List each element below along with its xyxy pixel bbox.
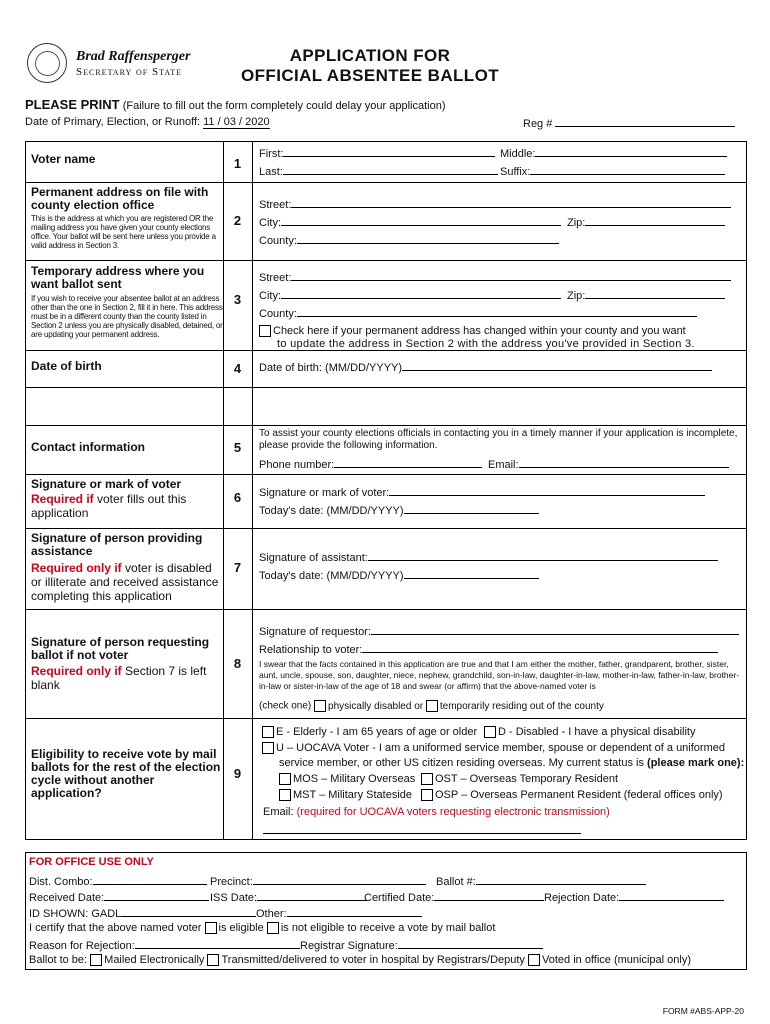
phone-field[interactable]: Phone number: — [259, 457, 482, 471]
permanent-zip-field[interactable]: Zip: — [567, 215, 725, 229]
assistant-signature-requirement: Required only if voter is disabled or illiterate and received assistance completing this application — [31, 561, 219, 603]
eligibility-label: Eligibility to receive vote by mail ballots for the rest of the election cycle without another application? — [31, 747, 221, 800]
application-form — [25, 141, 747, 840]
temporary-address-label: Temporary address where you want ballot sent — [31, 264, 205, 291]
eligible-checkbox[interactable]: is eligible — [205, 922, 264, 934]
suffix-field[interactable]: Suffix: — [500, 164, 725, 178]
registrar-signature-field[interactable]: Registrar Signature: — [300, 938, 543, 952]
voter-signature-label: Signature or mark of voter — [31, 477, 182, 491]
assistant-sign-date-field[interactable]: Today's date: (MM/DD/YYYY) — [259, 568, 539, 582]
ballot-number-field[interactable]: Ballot #: — [436, 874, 646, 888]
section-number: 7 — [233, 560, 242, 575]
last-name-field[interactable]: Last: — [259, 164, 498, 178]
temporary-street-field[interactable]: Street: — [259, 270, 731, 284]
form-title-line1: APPLICATION FOR — [289, 46, 451, 65]
section-number: 6 — [233, 490, 242, 505]
other-id-field[interactable]: Other: — [256, 906, 422, 920]
contact-instructions: To assist your county elections officials in contacting you in a timely manner if your application is incomplete, please provide the following information. — [259, 428, 738, 451]
office-use-box — [25, 852, 747, 970]
uocava-status-text: service member, or other US citizen residing overseas. My current status is (please mark one): — [279, 757, 745, 769]
section-number: 2 — [233, 213, 242, 228]
print-instruction: PLEASE PRINT (Failure to fill out the form completely could delay your application) — [25, 97, 446, 112]
received-date-field[interactable]: Received Date: — [29, 890, 209, 904]
voter-signature-field[interactable]: Signature or mark of voter: — [259, 485, 705, 499]
requestor-signature-requirement: Required only if Section 7 is left blank — [31, 664, 207, 692]
ballot-delivery-options: Ballot to be: Mailed Electronically Transmitted/delivered to voter in hospital by Registrars/Deputy Voted in office (municipal only) — [29, 954, 691, 966]
mst-checkbox[interactable]: MST – Military Stateside — [279, 789, 412, 801]
address-changed-note: to update the address in Section 2 with the address you've provided in Section 3. — [277, 338, 695, 350]
iss-date-field[interactable]: ISS Date: — [210, 890, 367, 904]
reg-number-field[interactable]: Reg # — [523, 116, 735, 130]
requestor-signature-field[interactable]: Signature of requestor: — [259, 624, 739, 638]
certified-date-field[interactable]: Certified Date: — [364, 890, 544, 904]
assistant-signature-label: Signature of person providing assistance — [31, 531, 203, 558]
relationship-field[interactable]: Relationship to voter: — [259, 642, 718, 656]
mos-checkbox[interactable]: MOS – Military Overseas — [279, 773, 415, 785]
dob-field[interactable]: Date of birth: (MM/DD/YYYY) — [259, 360, 712, 374]
state-seal — [27, 43, 67, 83]
physically-disabled-option[interactable]: physically disabled or — [314, 701, 423, 712]
requestor-oath: I swear that the facts contained in this application are true and that I am either the mother, father, grandparent, brother, sister, aunt, uncle, spouse, son, daughter, niece, nephew, grandchild, son-in-law, daughter-in-law, mother-in-law, father-in-law, brother-in-law or sister-in-law of the age of 18 and swear (or affirm) that the above-named voter is — [259, 659, 740, 691]
temporary-zip-field[interactable]: Zip: — [567, 288, 725, 302]
ost-checkbox[interactable]: OST – Overseas Temporary Resident — [421, 773, 618, 785]
voted-in-office-checkbox[interactable]: Voted in office (municipal only) — [528, 954, 691, 966]
osp-checkbox[interactable]: OSP – Overseas Permanent Resident (federal offices only) — [421, 789, 723, 801]
election-date-field[interactable]: Date of Primary, Election, or Runoff: 11 / 03 / 2020 — [25, 116, 270, 128]
permanent-address-note: This is the address at which you are registered OR the mailing address you have given your county elections office. Your ballot will be sent here unless you provide a valid address in Section 3. — [31, 214, 216, 250]
requestor-options: (check one) physically disabled or temporarily residing out of the county — [259, 700, 604, 712]
uocava-email-field[interactable] — [263, 823, 581, 837]
permanent-county-field[interactable]: County: — [259, 233, 559, 247]
form-title-line2: OFFICIAL ABSENTEE BALLOT — [241, 66, 499, 85]
certify-line: I certify that the above named voter is eligible is not eligible to receive a vote by mail ballot — [29, 922, 496, 934]
section-number: 1 — [233, 156, 242, 171]
uocava-email-label: Email: (required for UOCAVA voters requesting electronic transmission) — [263, 806, 610, 818]
transmitted-hospital-checkbox[interactable]: Transmitted/delivered to voter in hospital by Registrars/Deputy — [207, 954, 524, 966]
disabled-checkbox[interactable]: D - Disabled - I have a physical disability — [484, 726, 695, 738]
id-shown-field[interactable]: ID SHOWN: GADL — [29, 906, 256, 920]
mailed-electronically-checkbox[interactable]: Mailed Electronically — [90, 954, 204, 966]
voter-sign-date-field[interactable]: Today's date: (MM/DD/YYYY) — [259, 503, 539, 517]
contact-label: Contact information — [31, 440, 145, 454]
address-changed-checkbox[interactable]: Check here if your permanent address has changed within your county and you want — [259, 325, 686, 337]
temporary-city-field[interactable]: City: — [259, 288, 561, 302]
section-number: 3 — [233, 292, 242, 307]
section-number: 5 — [233, 440, 242, 455]
uocava-checkbox[interactable]: U – UOCAVA Voter - I am a uniformed service member, spouse or dependent of a uniformed — [262, 742, 725, 754]
dist-combo-field[interactable]: Dist. Combo: — [29, 874, 207, 888]
section-number: 8 — [233, 656, 242, 671]
form-number: FORM #ABS-APP-20 — [662, 1006, 744, 1016]
temporary-address-note: If you wish to receive your absentee ballot at an address other than the one in Section 2, fill it in here. This address must be in a different county than the county listed in Section 2 unless you are physically disabled, detained, or are updating your permanent address. — [31, 294, 223, 339]
email-field[interactable]: Email: — [488, 457, 729, 471]
office-use-title: FOR OFFICE USE ONLY — [29, 856, 154, 868]
temporarily-residing-option[interactable]: temporarily residing out of the county — [426, 701, 604, 712]
assistant-signature-field[interactable]: Signature of assistant: — [259, 550, 718, 564]
section-number: 9 — [233, 766, 242, 781]
rejection-reason-field[interactable]: Reason for Rejection: — [29, 938, 300, 952]
temporary-county-field[interactable]: County: — [259, 306, 697, 320]
voter-signature-requirement: Required if voter fills out this application — [31, 492, 187, 520]
not-eligible-checkbox[interactable]: is not eligible to receive a vote by mail ballot — [267, 922, 496, 934]
voter-name-label: Voter name — [31, 152, 96, 166]
elderly-checkbox[interactable]: E - Elderly - I am 65 years of age or older — [262, 726, 477, 738]
official-office: Secretary of State — [76, 66, 183, 78]
dob-label: Date of birth — [31, 359, 102, 373]
permanent-street-field[interactable]: Street: — [259, 197, 731, 211]
official-name: Brad Raffensperger — [76, 49, 191, 64]
section-number: 4 — [233, 361, 242, 376]
middle-name-field[interactable]: Middle: — [500, 146, 727, 160]
precinct-field[interactable]: Precinct: — [210, 874, 426, 888]
permanent-address-label: Permanent address on file with county election office — [31, 185, 209, 212]
rejection-date-field[interactable]: Rejection Date: — [544, 890, 724, 904]
requestor-signature-label: Signature of person requesting ballot if not voter — [31, 635, 210, 662]
first-name-field[interactable]: First: — [259, 146, 495, 160]
permanent-city-field[interactable]: City: — [259, 215, 561, 229]
